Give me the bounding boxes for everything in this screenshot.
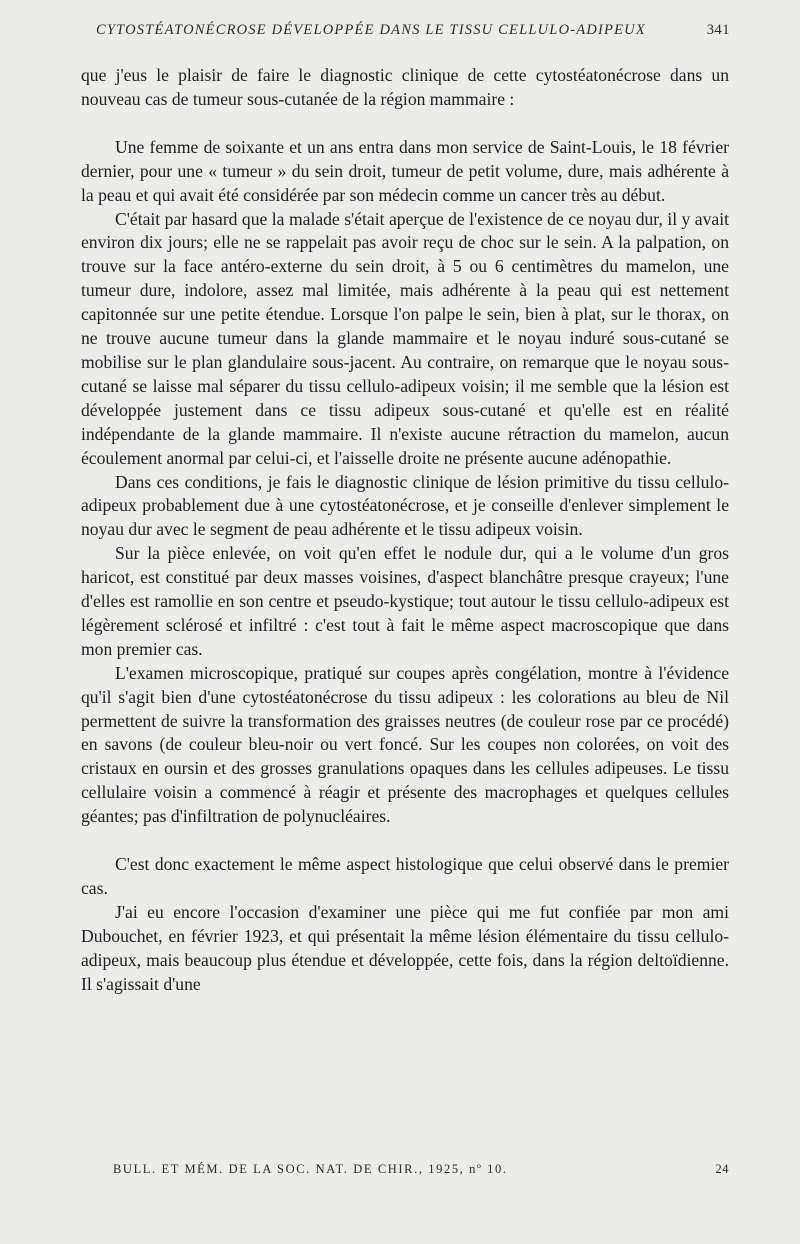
- paragraph-conclusion: C'est donc exactement le même aspect histologique que celui observé dans le premier cas.: [81, 854, 729, 898]
- page-number: 341: [706, 22, 730, 38]
- page-footer: [113, 1162, 729, 1177]
- paragraph-palpation: C'était par hasard que la malade s'était aperçue de l'existence de ce noyau dur, il y avait environ dix jours; elle ne se rappelait pas avoir reçu de choc sur le sein. A la palpation, on trouve sur la face antéro-externe du sein droit, à 5 ou 6 centimètres du mamelon, une tumeur dure, indolore, assez mal limitée, mais adhérente à la peau qui est nettement capitonnée sur une petite étendue. Lorsque l'on palpe le sein, bien à plat, sur le thorax, on ne trouve aucune tumeur dans la glande mammaire et le noyau induré sous-cutané se mobilise sur le plan glandulaire sous-jacent. Au contraire, on remarque que le noyau sous-cutané se laisse mal séparer du tissu cellulo-adipeux voisin; il me semble que la lésion est développée justement dans ce tissu adipeux sous-cutané et qu'elle est en réalité indépendante de la glande mammaire. Il n'existe aucune rétraction du mamelon, aucun écoulement anormal par celui-ci, et l'aisselle droite ne présente aucune adénopathie.: [81, 208, 729, 468]
- running-title: CYTOSTÉATONÉCROSE DÉVELOPPÉE DANS LE TISSU CELLULO-ADIPEUX: [96, 22, 646, 38]
- paragraph-second-case: J'ai eu encore l'occasion d'examiner une pièce qui me fut confiée par mon ami Dubouchet, en février 1923, et qui présentait la même lésion élémentaire du tissu cellulo-adipeux, mais beaucoup plus étendue et développée, cette fois, dans la région deltoïdienne. Il s'agissait d'une: [81, 901, 729, 994]
- journal-citation: BULL. ET MÉM. DE LA SOC. NAT. DE CHIR., 1925, nº 10.: [113, 1162, 508, 1176]
- paragraph-case-intro: Une femme de soixante et un ans entra dans mon service de Saint-Louis, le 18 février dernier, pour une « tumeur » du sein droit, tumeur de petit volume, dure, mais adhérente à la peau et qui avait été considérée par son médecin comme un cancer très au début.: [81, 136, 729, 205]
- running-header: [96, 22, 728, 39]
- signature-number: 24: [715, 1162, 729, 1176]
- paragraph-microscopic: L'examen microscopique, pratiqué sur coupes après congélation, montre à l'évidence qu'il s'agit bien d'une cytostéatonécrose du tissu adipeux : les colorations au bleu de Nil permettent de suivre la transformation des graisses neutres (de couleur rose par ce procédé) en savons (de couleur bleu-noir ou vert foncé. Sur les coupes non colorées, on voit des cristaux en oursin et des grosses granulations opaques dans les cellules adipeuses. Le tissu cellulaire voisin a commencé à réagir et présente des macrophages et quelques cellules géantes; pas d'infiltration de polynucléaires.: [81, 662, 729, 827]
- paragraph-continuation: que j'eus le plaisir de faire le diagnostic clinique de cette cytostéatonécrose dans un nouveau cas de tumeur sous-cutanée de la région mammaire :: [81, 65, 729, 109]
- body-text: [81, 64, 729, 997]
- paragraph-macroscopic: Sur la pièce enlevée, on voit qu'en effet le nodule dur, qui a le volume d'un gros haricot, est constitué par deux masses voisines, d'aspect blanchâtre presque crayeux; l'une d'elles est ramollie en son centre et pseudo-kystique; tout autour le tissu cellulo-adipeux est légèrement sclérosé et infiltré : c'est tout à fait le même aspect macroscopique que dans mon premier cas.: [81, 543, 729, 659]
- paragraph-diagnosis: Dans ces conditions, je fais le diagnostic clinique de lésion primitive du tissu cellulo-adipeux probablement due à une cytostéatonécrose, et je conseille d'enlever simplement le noyau dur avec le segment de peau adhérente et le tissu adipeux voisin.: [81, 471, 729, 540]
